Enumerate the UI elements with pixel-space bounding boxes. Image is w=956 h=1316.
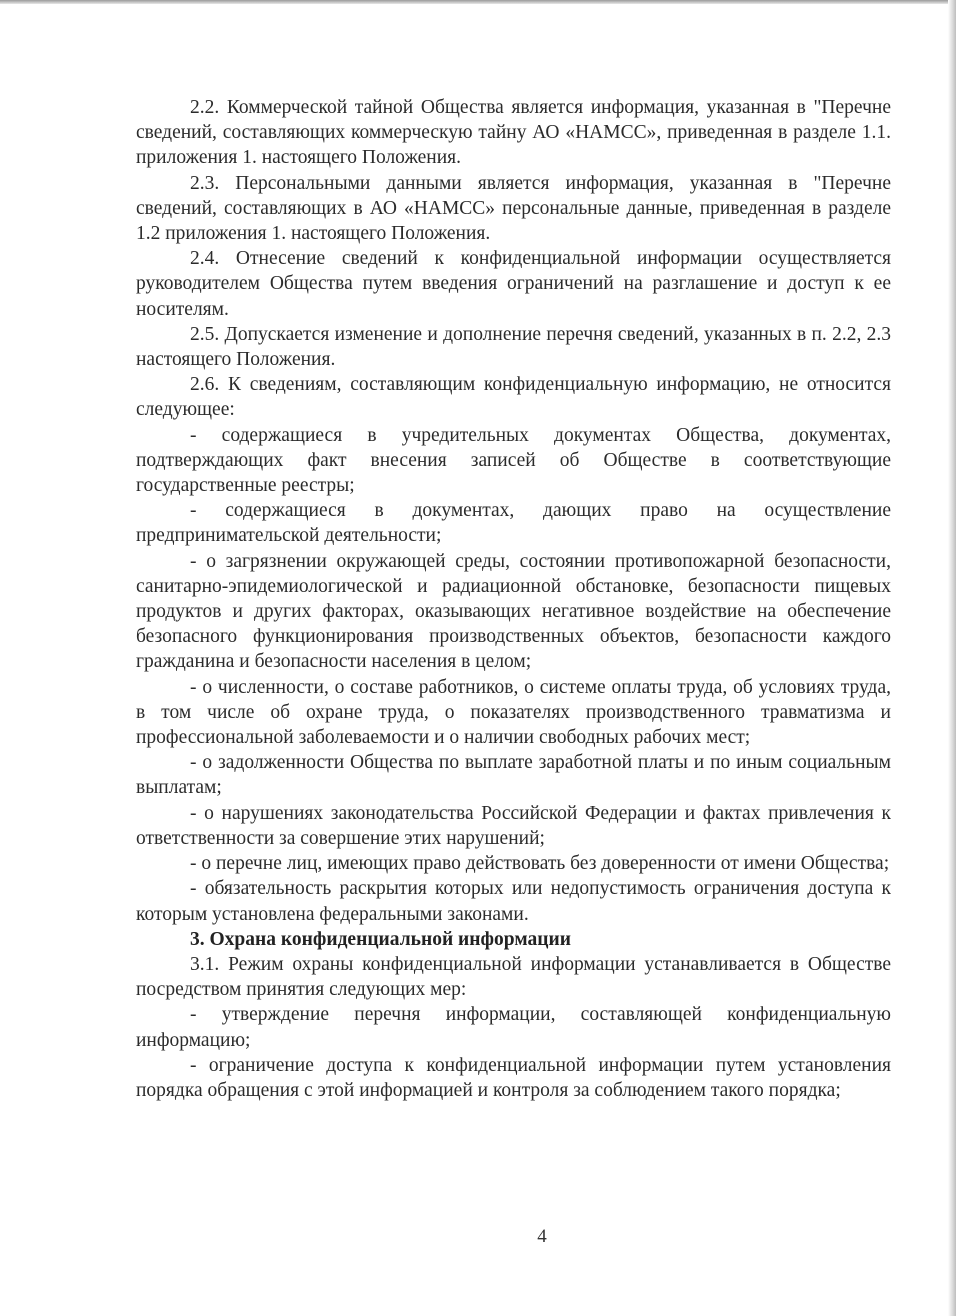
scan-top-edge xyxy=(0,0,956,4)
paragraph-2-3: 2.3. Персональными данными является информация, указанная в "Перечне сведений, составляющих в АО «НАМСС» персональные данные, приведенная в разделе 1.2 приложения 1. настоящего Положения. xyxy=(136,172,891,245)
list-item-environment-safety: - о загрязнении окружающей среды, состоянии противопожарной безопасности, санитарно-эпидемиологической и радиационной обстановке, безопасности пищевых продуктов и других факторах, оказывающих негативное воздействие на обеспечение безопасного функционирования производственных объектов, безопасности каждого гражданина и безопасности населения в целом; xyxy=(136,550,891,673)
section-3-heading: 3. Охрана конфиденциальной информации xyxy=(190,928,571,950)
list-item-approve-list: - утверждение перечня информации, составляющей конфиденциальную информацию; xyxy=(136,1004,891,1051)
list-item-law-violations: - о нарушениях законодательства Российской Федерации и фактах привлечения к ответственности за совершение этих нарушений; xyxy=(136,802,891,849)
list-item-restrict-access: - ограничение доступа к конфиденциальной информации путем установления порядка обращения с этой информацией и контроля за соблюдением такого порядка; xyxy=(136,1054,891,1101)
list-item-wage-debts: - о задолженности Общества по выплате заработной платы и по иным социальным выплатам; xyxy=(136,752,891,799)
paragraph-3-1: 3.1. Режим охраны конфиденциальной информации устанавливается в Обществе посредством принятия следующих мер: xyxy=(136,953,891,1001)
list-item-employees: - о численности, о составе работников, о системе оплаты труда, об условиях труда, в том числе об охране труда, о показателях производственного травматизма и профессиональной заболеваемости и о наличии свободных рабочих мест; xyxy=(136,676,891,749)
list-item-federal-disclosure: - обязательность раскрытия которых или недопустимость ограничения доступа к которым установлена федеральными законами. xyxy=(136,878,891,925)
paragraph-2-6: 2.6. К сведениям, составляющим конфиденциальную информацию, не относится следующее: xyxy=(136,374,891,421)
page-number: 4 xyxy=(537,1226,547,1247)
list-item-business-rights: - содержащиеся в документах, дающих право на осуществление предпринимательской деятельности; xyxy=(136,500,891,547)
document-page xyxy=(136,95,891,1103)
paragraph-2-2: 2.2. Коммерческой тайной Общества является информация, указанная в "Перечне сведений, составляющих коммерческую тайну АО «НАМСС», приведенная в разделе 1.1. приложения 1. настоящего Положения. xyxy=(136,97,891,169)
list-item-authorized-persons: - о перечне лиц, имеющих право действовать без доверенности от имени Общества; xyxy=(190,853,890,875)
paragraph-2-5: 2.5. Допускается изменение и дополнение перечня сведений, указанных в п. 2.2, 2.3 настоящего Положения. xyxy=(136,323,891,371)
list-item-founding-documents: - содержащиеся в учредительных документах Общества, документах, подтверждающих факт внесения записей об Обществе в соответствующие государственные реестры; xyxy=(136,424,891,497)
scan-right-edge xyxy=(948,0,956,1316)
paragraph-2-4: 2.4. Отнесение сведений к конфиденциальной информации осуществляется руководителем Общества путем введения ограничений на разглашение и доступ к ее носителям. xyxy=(136,248,891,320)
